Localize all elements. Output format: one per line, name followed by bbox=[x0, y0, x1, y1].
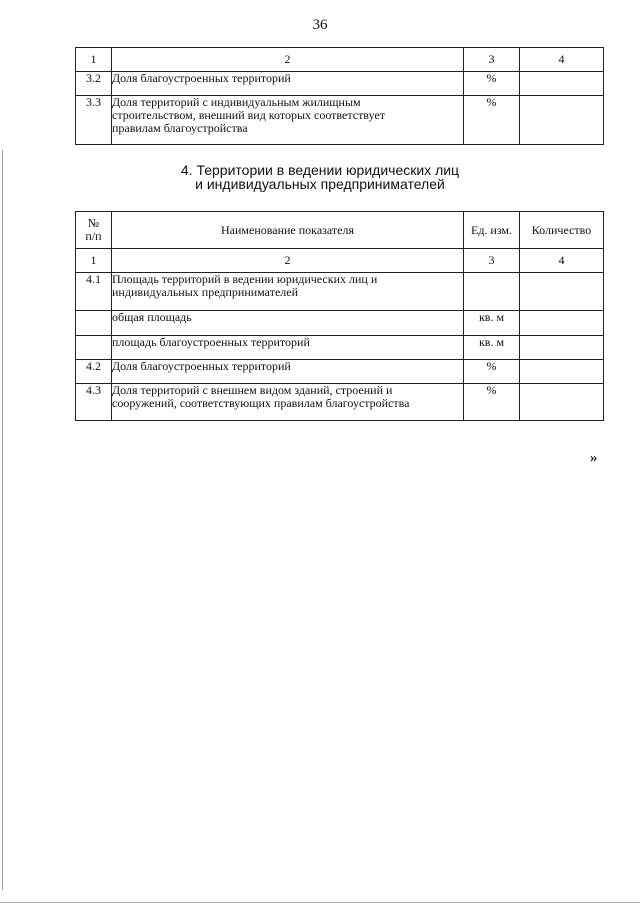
col-number-1: 1 bbox=[76, 249, 112, 273]
indicator-name-line: Площадь территорий в ведении юридических лиц и bbox=[112, 272, 378, 286]
unit-cell: % bbox=[464, 360, 520, 384]
table-row bbox=[76, 273, 604, 311]
section-title-line-2: и индивидуальных предпринимателей bbox=[195, 176, 445, 192]
unit-cell: % bbox=[464, 96, 520, 145]
table-header-row bbox=[76, 212, 604, 249]
table-row bbox=[76, 72, 604, 96]
indicator-name bbox=[112, 96, 464, 145]
section-heading bbox=[0, 163, 640, 191]
indicator-name: общая площадь bbox=[112, 311, 464, 336]
row-number: 4.1 bbox=[76, 273, 112, 311]
row-number: 4.2 bbox=[76, 360, 112, 384]
col-number-3: 3 bbox=[464, 48, 520, 72]
row-number bbox=[76, 311, 112, 336]
header-quantity: Количество bbox=[520, 212, 604, 249]
column-numbers-row bbox=[76, 249, 604, 273]
table-header-row bbox=[76, 48, 604, 72]
unit-cell: кв. м bbox=[464, 336, 520, 360]
indicator-name-line: Доля территорий с внешнем видом зданий, строений и bbox=[112, 383, 393, 397]
col-number-1: 1 bbox=[76, 48, 112, 72]
quantity-cell bbox=[520, 72, 604, 96]
col-number-4: 4 bbox=[520, 249, 604, 273]
indicator-name bbox=[112, 384, 464, 421]
indicator-name bbox=[112, 273, 464, 311]
indicator-name-line: индивидуальных предпринимателей bbox=[112, 285, 298, 299]
scan-edge-line bbox=[2, 150, 3, 890]
col-number-3: 3 bbox=[464, 249, 520, 273]
col-number-2: 2 bbox=[112, 48, 464, 72]
indicator-name-line: Доля территорий с индивидуальным жилищным bbox=[112, 95, 361, 109]
closing-quote-mark: » bbox=[590, 450, 598, 466]
section-title-line-1: 4. Территории в ведении юридических лиц bbox=[180, 162, 460, 178]
table-row bbox=[76, 360, 604, 384]
unit-cell: % bbox=[464, 384, 520, 421]
table-row bbox=[76, 336, 604, 360]
col-number-4: 4 bbox=[520, 48, 604, 72]
indicator-name-line: строительством, внешний вид которых соответствует bbox=[112, 108, 385, 122]
header-indicator-name: Наименование показателя bbox=[112, 212, 464, 249]
indicators-table-section-4 bbox=[75, 211, 604, 421]
row-number: 3.2 bbox=[76, 72, 112, 96]
unit-cell: % bbox=[464, 72, 520, 96]
table-row bbox=[76, 384, 604, 421]
header-number-line: п/п bbox=[85, 229, 102, 243]
indicator-name: Доля благоустроенных территорий bbox=[112, 72, 464, 96]
scan-edge-line bbox=[0, 902, 640, 903]
indicator-name: Доля благоустроенных территорий bbox=[112, 360, 464, 384]
table-row bbox=[76, 96, 604, 145]
quantity-cell bbox=[520, 311, 604, 336]
indicator-name-line: сооружений, соответствующих правилам благоустройства bbox=[112, 396, 410, 410]
row-number: 4.3 bbox=[76, 384, 112, 421]
unit-cell: кв. м bbox=[464, 311, 520, 336]
col-number-2: 2 bbox=[112, 249, 464, 273]
row-number bbox=[76, 336, 112, 360]
page-number: 36 bbox=[312, 17, 328, 33]
header-number-line: № bbox=[87, 216, 100, 230]
unit-cell bbox=[464, 273, 520, 311]
row-number: 3.3 bbox=[76, 96, 112, 145]
indicators-table-continued bbox=[75, 47, 604, 145]
quantity-cell bbox=[520, 273, 604, 311]
quantity-cell bbox=[520, 384, 604, 421]
indicator-name-line: правилам благоустройства bbox=[112, 121, 248, 135]
header-unit: Ед. изм. bbox=[464, 212, 520, 249]
table-row bbox=[76, 311, 604, 336]
quantity-cell bbox=[520, 360, 604, 384]
header-number bbox=[76, 212, 112, 249]
quantity-cell bbox=[520, 336, 604, 360]
indicator-name: площадь благоустроенных территорий bbox=[112, 336, 464, 360]
quantity-cell bbox=[520, 96, 604, 145]
